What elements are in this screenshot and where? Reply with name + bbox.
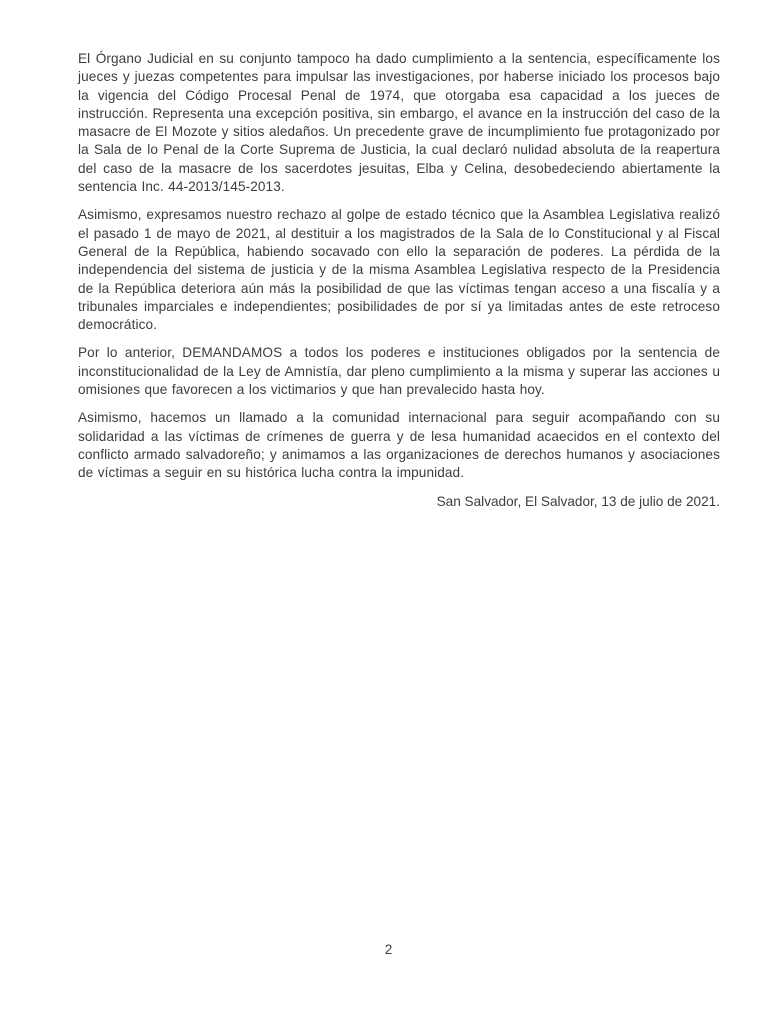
page-number: 2 (384, 942, 393, 957)
paragraph-international-call: Asimismo, hacemos un llamado a la comunidad internacional para seguir acompañando con su solidaridad a las víctimas de crímenes de guerra y de lesa humanidad acaecidos en el contexto del conflicto armado salvadoreño; y animamos a las organizaciones de derechos humanos y asociaciones de víctimas a seguir en su histórica lucha contra la impunidad. (78, 410, 720, 481)
paragraph-demands: Por lo anterior, DEMANDAMOS a todos los poderes e instituciones obligados por la sentencia de inconstitucionalidad de la Ley de Amnistía, dar pleno cumplimiento a la misma y superar las acciones u omisiones que favorecen a los victimarios y que han prevalecido hasta hoy. (78, 345, 720, 398)
paragraph-legislative-coup: Asimismo, expresamos nuestro rechazo al golpe de estado técnico que la Asamblea Legislativa realizó el pasado 1 de mayo de 2021, al destituir a los magistrados de la Sala de lo Constitucional y al Fiscal General de la República, habiendo socavado con ello la separación de poderes. La pérdida de la independencia del sistema de justicia y de la misma Asamblea Legislativa respecto de la Presidencia de la República deteriora aún más la posibilidad de que las víctimas tengan acceso a una fiscalía y a tribunales imparciales e independientes; posibilidades de por sí ya limitadas antes de este retroceso democrático. (78, 207, 720, 333)
dateline: San Salvador, El Salvador, 13 de julio de 2021. (436, 493, 720, 509)
paragraph-judicial-organ: El Órgano Judicial en su conjunto tampoco ha dado cumplimiento a la sentencia, específicamente los jueces y juezas competentes para impulsar las investigaciones, por haberse iniciado los procesos bajo la vigencia del Código Procesal Penal de 1974, que otorgaba esa capacidad a los jueces de instrucción. Representa una excepción positiva, sin embargo, el avance en la instrucción del caso de la masacre de El Mozote y sitios aledaños. Un precedente grave de incumplimiento fue protagonizado por la Sala de lo Penal de la Corte Suprema de Justicia, la cual declaró nulidad absoluta de la reapertura del caso de la masacre de los sacerdotes jesuitas, Elba y Celina, desobedeciendo abiertamente la sentencia Inc. 44-2013/145-2013. (78, 51, 720, 195)
document-body (78, 50, 720, 511)
